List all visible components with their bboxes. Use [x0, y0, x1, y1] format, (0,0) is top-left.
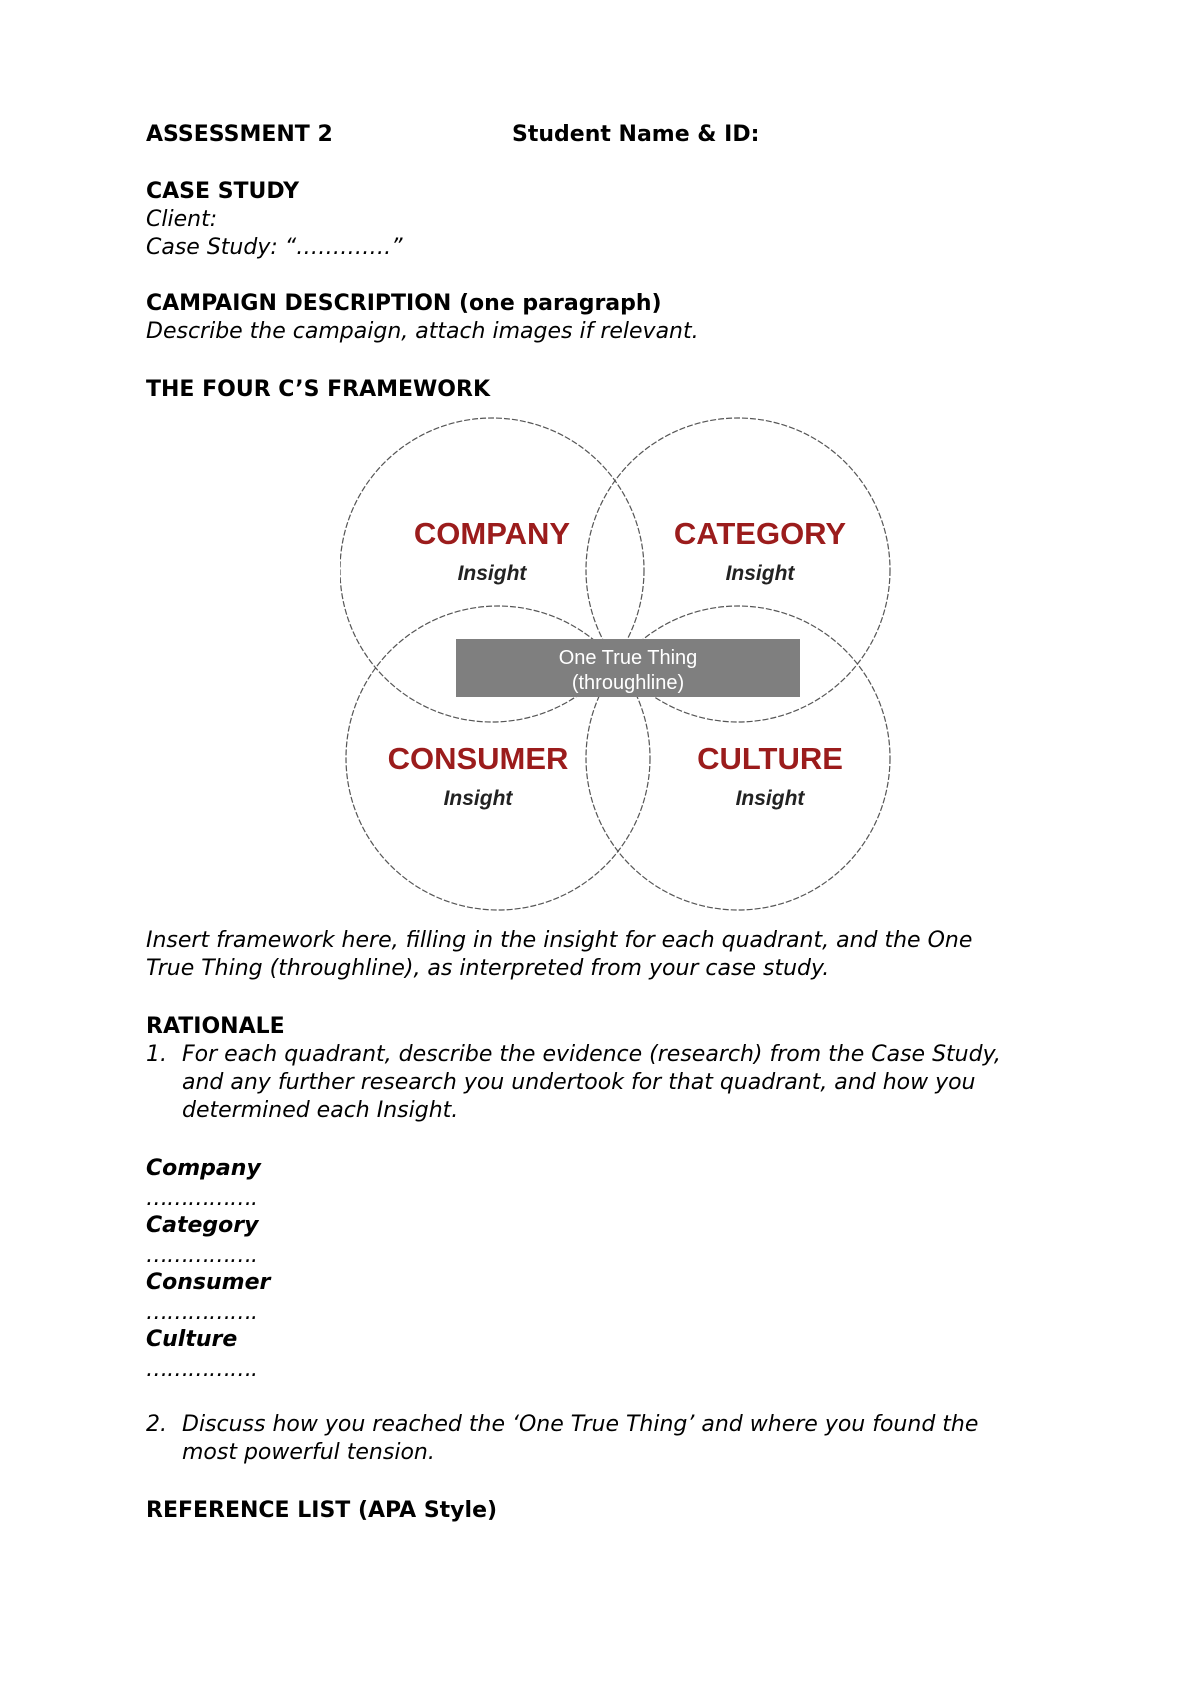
case-study-line: Case Study: “………….”: [146, 235, 403, 260]
four-cs-venn-diagram: [340, 410, 910, 920]
culture-section-dots: …………….: [146, 1357, 257, 1382]
category-section-label: Category: [146, 1213, 259, 1238]
rationale-heading: RATIONALE: [146, 1014, 285, 1039]
reference-list-heading: REFERENCE LIST (APA Style): [146, 1498, 498, 1523]
case-study-heading: CASE STUDY: [146, 179, 300, 204]
category-insight: Insight: [725, 562, 795, 585]
rationale-item-1-number: 1.: [146, 1042, 167, 1067]
category-title: CATEGORY: [673, 516, 847, 551]
company-title: COMPANY: [413, 516, 571, 551]
rationale-item-2-line-1: Discuss how you reached the ‘One True Thing’ and where you found the: [182, 1412, 979, 1437]
student-name-label: Student Name & ID:: [512, 122, 760, 147]
rationale-item-1-line-3: determined each Insight.: [182, 1098, 459, 1123]
framework-instruction-line-1: Insert framework here, filling in the insight for each quadrant, and the One: [146, 928, 973, 953]
rationale-item-1-line-1: For each quadrant, describe the evidence (research) from the Case Study,: [182, 1042, 1001, 1067]
framework-instruction-line-2: True Thing (throughline), as interpreted from your case study.: [146, 956, 830, 981]
consumer-title: CONSUMER: [387, 741, 569, 776]
culture-title: CULTURE: [697, 741, 843, 776]
company-section-label: Company: [146, 1156, 261, 1181]
consumer-insight: Insight: [443, 787, 513, 810]
consumer-section-dots: …………….: [146, 1300, 257, 1325]
company-insight: Insight: [457, 562, 527, 585]
one-true-thing-label: One True Thing: [558, 647, 698, 669]
campaign-instruction: Describe the campaign, attach images if relevant.: [146, 319, 699, 344]
culture-section-label: Culture: [146, 1327, 238, 1352]
client-label: Client:: [146, 207, 218, 232]
throughline-label: (throughline): [571, 672, 685, 694]
rationale-item-2-line-2: most powerful tension.: [182, 1440, 435, 1465]
company-section-dots: …………….: [146, 1186, 257, 1211]
category-section-dots: …………….: [146, 1243, 257, 1268]
culture-insight: Insight: [735, 787, 805, 810]
assessment-title: ASSESSMENT 2: [146, 122, 333, 147]
rationale-item-2-number: 2.: [146, 1412, 167, 1437]
rationale-item-1-line-2: and any further research you undertook for that quadrant, and how you: [182, 1070, 976, 1095]
framework-heading: THE FOUR C’S FRAMEWORK: [146, 377, 490, 402]
consumer-section-label: Consumer: [146, 1270, 271, 1295]
campaign-heading: CAMPAIGN DESCRIPTION (one paragraph): [146, 291, 662, 316]
